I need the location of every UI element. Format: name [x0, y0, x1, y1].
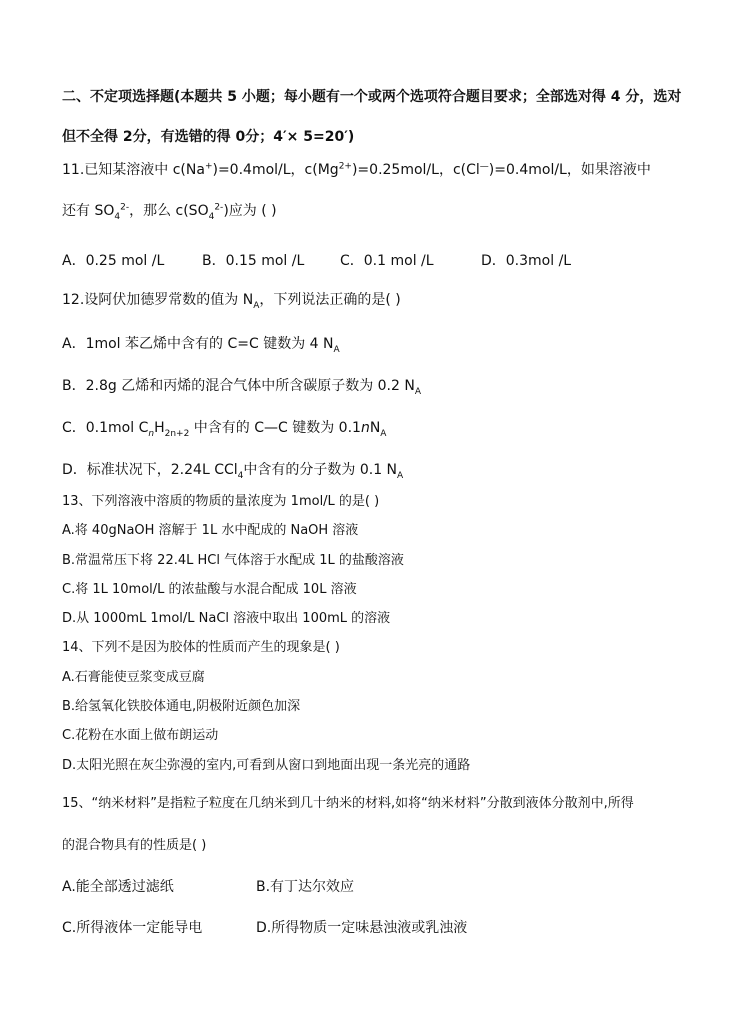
q13-option-c: C.将 1L 10mol/L 的浓盐酸与水混合配成 10L 溶液 [62, 582, 357, 597]
q14-option-b: B.给氢氧化铁胶体通电,阴极附近颜色加深 [62, 699, 301, 714]
q11-option-a: A．0.25 mol /L [62, 253, 165, 269]
q15-option-c: C.所得液体一定能导电 [62, 920, 203, 936]
q14-option-c: C.花粉在水面上做布朗运动 [62, 728, 219, 743]
question-11-stem-continued: 还有 $SO_4^{2-}$，那么 $c(SO_4^{2-})$应为 ( ) [62, 202, 277, 222]
q12-option-a: A．1mol 苯乙烯中含有的 C=C 键数为 4 $N_A$ [62, 336, 340, 355]
question-12-stem: 12.设阿伏加德罗常数的值为 $N_A$，下列说法正确的是( ) [62, 292, 401, 311]
section-header-line-1: 二、不定项选择题(本题共 5 小题；每小题有一个或两个选项符合题目要求；全部选对得 4 分，选对 [62, 89, 682, 105]
q13-option-b: B.常温常压下将 22.4L HCl 气体溶于水配成 1L 的盐酸溶液 [62, 553, 404, 568]
question-13-stem: 13、下列溶液中溶质的物质的量浓度为 1mol/L 的是( ) [62, 494, 380, 509]
q13-option-d: D.从 1000mL 1mol/L NaCl 溶液中取出 100mL 的溶液 [62, 611, 391, 626]
q12-option-d: D．标准状况下，2.24L CCl$_4$中含有的分子数为 0.1 $N_A$ [62, 462, 404, 481]
q11-option-d: D．0.3mol /L [481, 253, 572, 269]
q12-option-c: C．0.1mol $C_nH_{2n+2}$ 中含有的 C—C 键数为 $0.1nN_A$ [62, 420, 387, 439]
q14-option-a: A.石膏能使豆浆变成豆腐 [62, 670, 205, 685]
q12-option-b: B．2.8g 乙烯和丙烯的混合气体中所含碳原子数为 0.2 $N_A$ [62, 378, 422, 397]
section-header-line-2: 但不全得 2分，有选错的得 0分；4′× 5=20′) [62, 129, 355, 145]
question-15-stem-continued: 的混合物具有的性质是( ) [62, 838, 207, 853]
q11-option-c: C．0.1 mol /L [340, 253, 434, 269]
q15-option-b: B.有丁达尔效应 [256, 879, 355, 895]
question-15-stem: 15、“纳米材料”是指粒子粒度在几纳米到几十纳米的材料,如将“纳米材料”分散到液体分散剂中,所得 [62, 796, 634, 811]
question-14-stem: 14、下列不是因为胶体的性质而产生的现象是( ) [62, 640, 340, 655]
q15-option-a: A.能全部透过滤纸 [62, 879, 174, 895]
q14-option-d: D.太阳光照在灰尘弥漫的室内,可看到从窗口到地面出现一条光亮的通路 [62, 758, 471, 773]
question-11-stem: 11.已知某溶液中 c(Na+)=0.4mol/L，$c(Mg^{2+})=0.25mol/L$，c(Cl—)=0.4mol/L，如果溶液中 [62, 161, 651, 178]
q11-option-b: B．0.15 mol /L [202, 253, 305, 269]
q13-option-a: A.将 40gNaOH 溶解于 1L 水中配成的 NaOH 溶液 [62, 523, 359, 538]
q15-option-d: D.所得物质一定味悬浊液或乳浊液 [256, 920, 468, 936]
